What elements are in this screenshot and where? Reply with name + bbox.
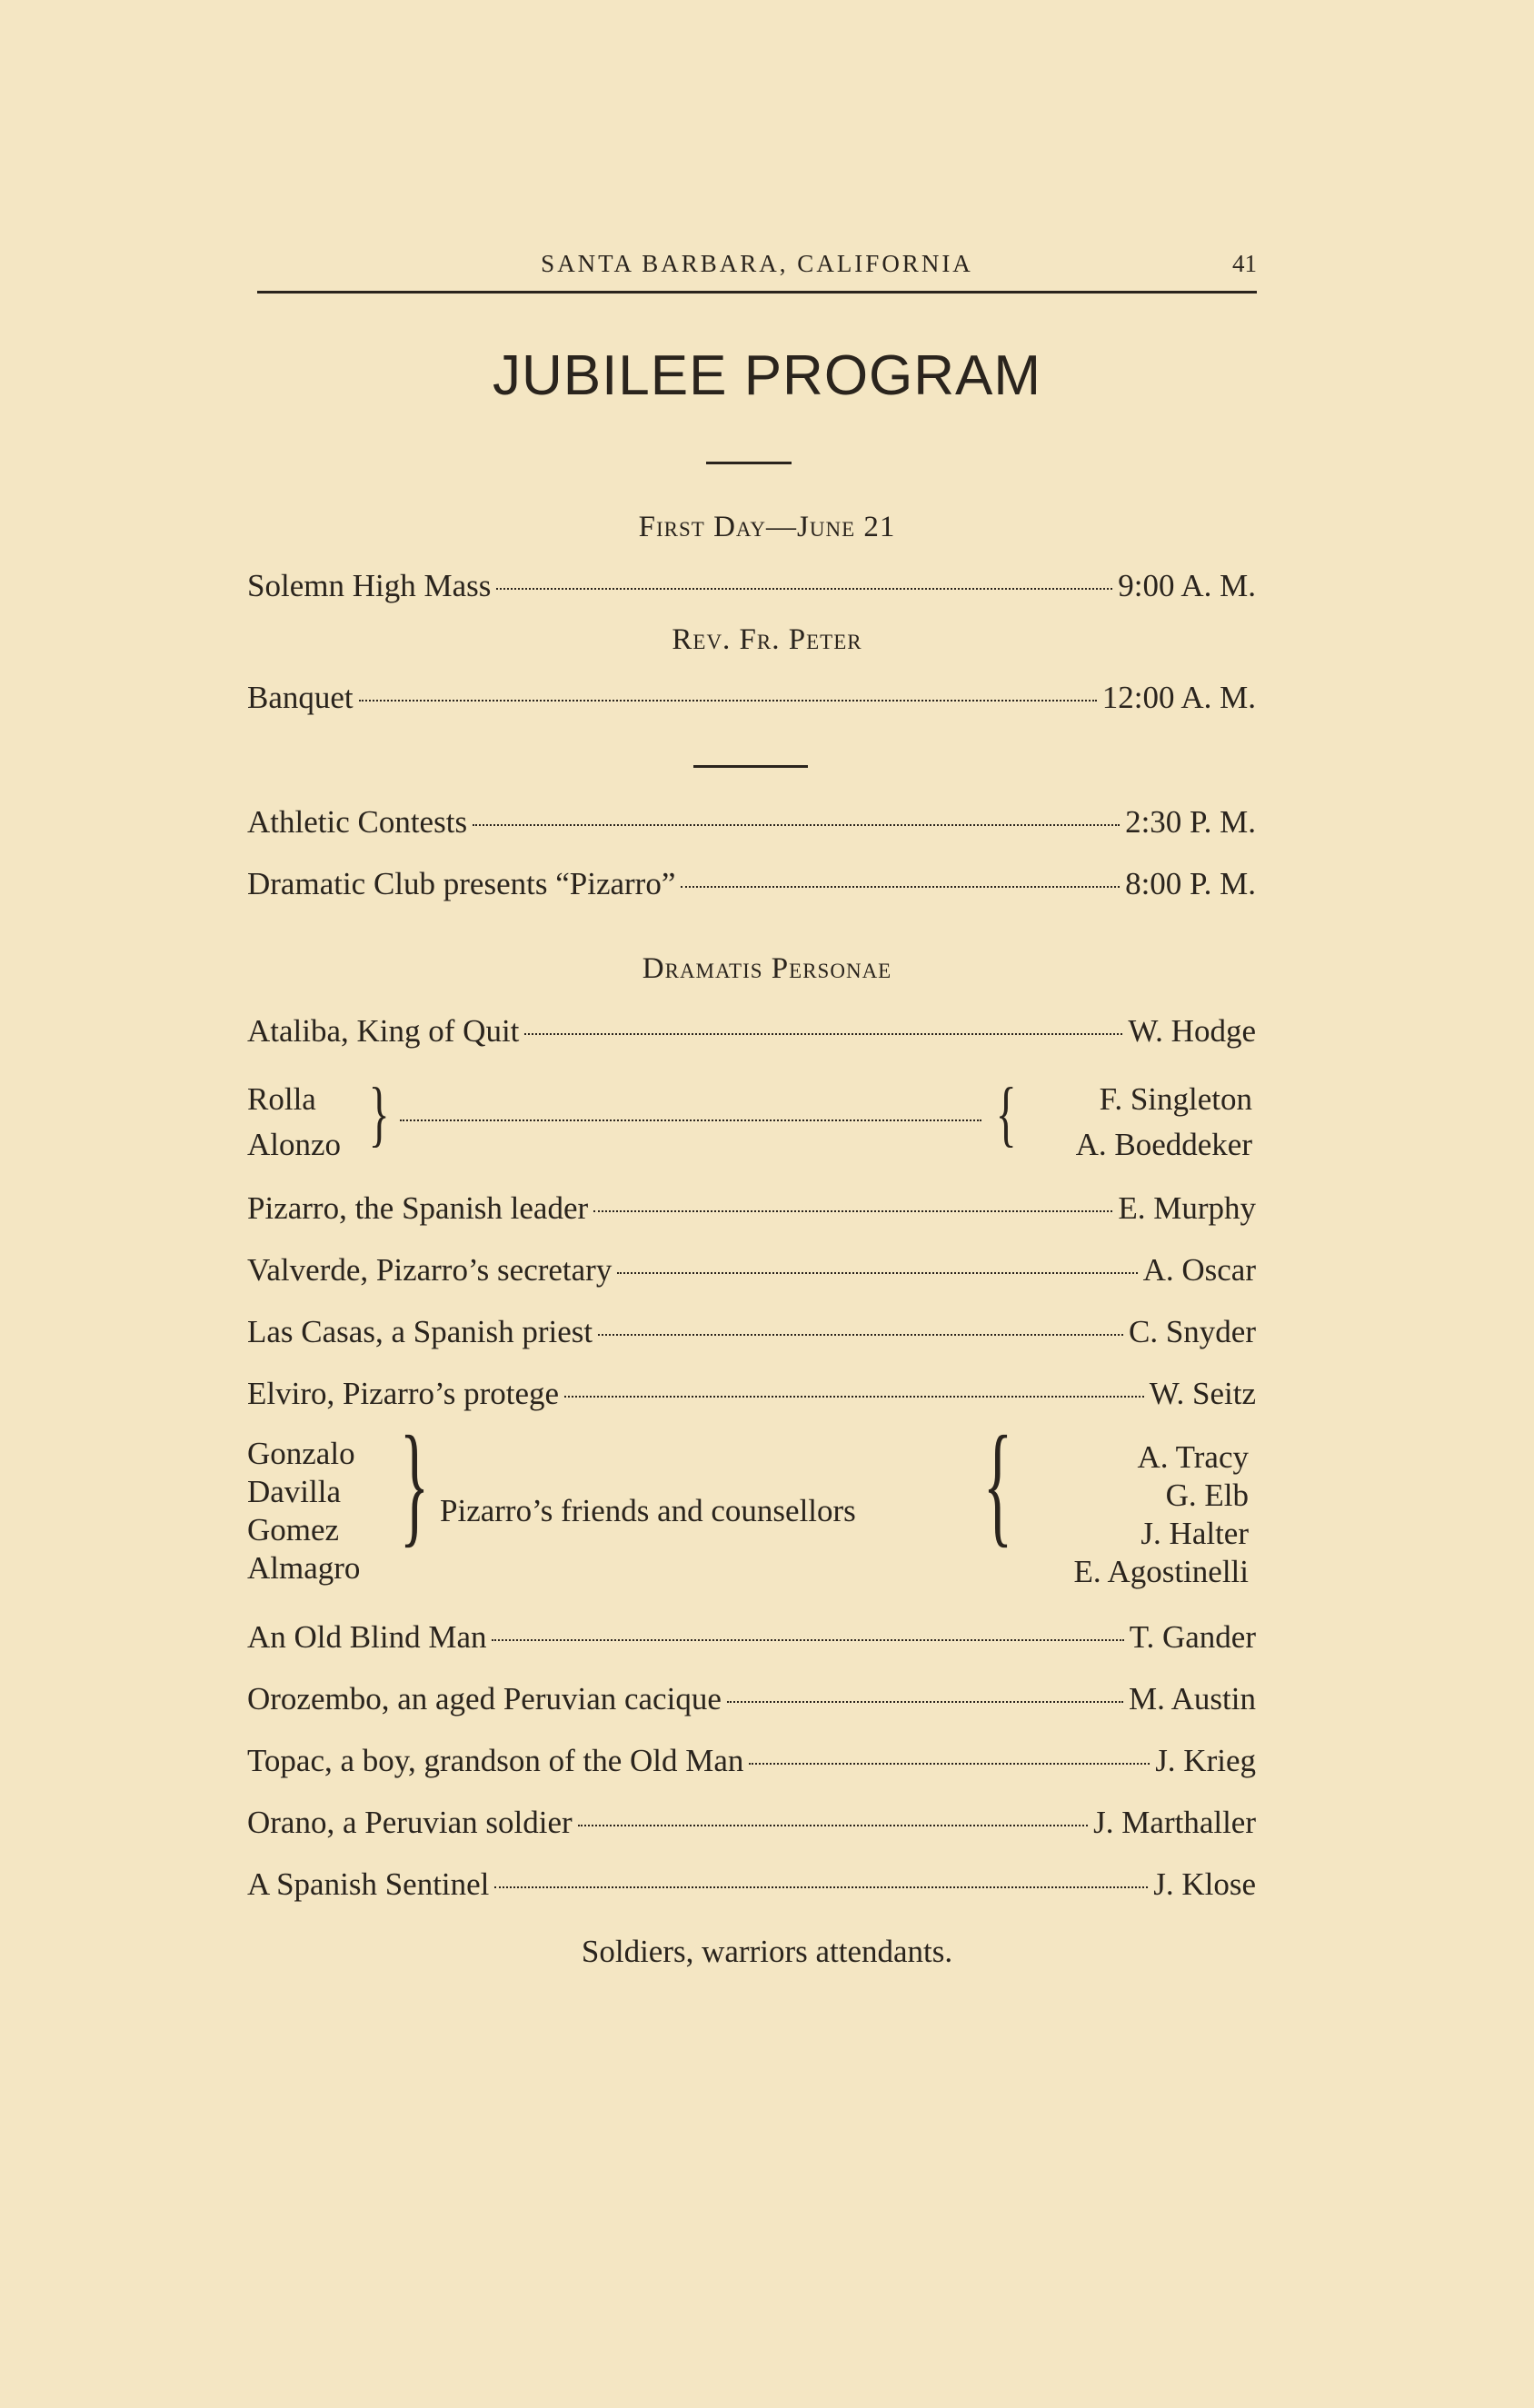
page-number: 41: [1232, 250, 1257, 277]
role: Ataliba, King of Quit: [247, 1013, 520, 1049]
actor: E. Murphy: [1118, 1190, 1256, 1226]
mass-label: Solemn High Mass: [247, 568, 492, 603]
leader-dots: [578, 1825, 1088, 1826]
cast-row: [247, 1743, 1256, 1785]
banquet-time: 12:00 A. M.: [1101, 680, 1256, 715]
leader-dots: [681, 886, 1120, 888]
actor: M. Austin: [1128, 1681, 1256, 1716]
cast-row: [247, 1190, 1256, 1232]
leader-dots: [749, 1763, 1150, 1765]
actor: W. Hodge: [1128, 1013, 1256, 1049]
page-title: JUBILEE PROGRAM: [492, 344, 1042, 407]
cast-row: [247, 1376, 1256, 1418]
leader-dots: [524, 1033, 1122, 1035]
dramatic-time: 8:00 P. M.: [1125, 866, 1256, 901]
role: An Old Blind Man: [247, 1619, 487, 1655]
actor: C. Snyder: [1129, 1314, 1256, 1349]
header-rule: [257, 291, 1257, 294]
celebrant: Rev. Fr. Peter: [672, 623, 862, 656]
mass-time: 9:00 A. M.: [1118, 568, 1256, 603]
leader-dots: [359, 700, 1097, 702]
first-day-heading: First Day—June 21: [638, 511, 896, 543]
leader-dots: [473, 824, 1120, 826]
dramatic-label: Dramatic Club presents “Pizarro”: [247, 866, 676, 901]
leader-dots: [494, 1886, 1148, 1888]
actor: W. Seitz: [1149, 1376, 1256, 1411]
actor: T. Gander: [1129, 1619, 1256, 1655]
role: Almagro: [247, 1550, 361, 1586]
schedule-row-dramatic: [247, 866, 1256, 908]
role: Topac, a boy, grandson of the Old Man: [247, 1743, 744, 1778]
schedule-row-banquet: [247, 680, 1256, 721]
role: A Spanish Sentinel: [247, 1866, 490, 1902]
dramatis-heading: Dramatis Personae: [642, 952, 892, 985]
right-brace: }: [399, 1408, 430, 1559]
banquet-label: Banquet: [247, 680, 354, 715]
role: Davilla: [247, 1474, 342, 1509]
cast-row: [247, 1314, 1256, 1356]
actor: J. Halter: [1141, 1516, 1249, 1551]
role: Elviro, Pizarro’s protege: [247, 1376, 560, 1411]
actor: A. Oscar: [1142, 1252, 1256, 1288]
actor: E. Agostinelli: [1073, 1554, 1249, 1589]
cast-row: [247, 1866, 1256, 1908]
friends-description: Pizarro’s friends and counsellors: [440, 1493, 856, 1528]
role: Alonzo: [247, 1127, 342, 1162]
left-brace: {: [982, 1408, 1013, 1559]
leader-dots: [400, 1119, 981, 1121]
schedule-row-athletic: [247, 804, 1256, 846]
cast-row: [247, 1252, 1256, 1294]
role: Orano, a Peruvian soldier: [247, 1805, 573, 1840]
schedule-row-mass: [247, 568, 1256, 610]
actor: J. Marthaller: [1093, 1805, 1256, 1840]
role: Valverde, Pizarro’s secretary: [247, 1252, 613, 1288]
actor: J. Krieg: [1155, 1743, 1256, 1778]
actor: G. Elb: [1165, 1478, 1249, 1513]
actor: F. Singleton: [1099, 1081, 1252, 1117]
cast-row: [247, 1619, 1256, 1661]
right-brace: }: [368, 1074, 390, 1154]
header-title: SANTA BARBARA, CALIFORNIA: [541, 250, 973, 277]
athletic-label: Athletic Contests: [247, 804, 468, 840]
role: Pizarro, the Spanish leader: [247, 1190, 589, 1226]
leader-dots: [492, 1639, 1123, 1641]
leader-dots: [727, 1701, 1123, 1703]
leader-dots: [617, 1272, 1137, 1274]
athletic-time: 2:30 P. M.: [1125, 804, 1256, 840]
cast-row: [247, 1805, 1256, 1846]
role: Orozembo, an aged Peruvian cacique: [247, 1681, 722, 1716]
role: Las Casas, a Spanish priest: [247, 1314, 593, 1349]
leader-dots: [598, 1334, 1123, 1336]
cast-row: [247, 1681, 1256, 1723]
cast-row: [247, 1013, 1256, 1055]
role: Gonzalo: [247, 1436, 355, 1471]
cast-footnote: Soldiers, warriors attendants.: [581, 1934, 953, 1969]
role: Rolla: [247, 1081, 316, 1117]
leader-dots: [564, 1396, 1144, 1398]
role: Gomez: [247, 1512, 340, 1547]
actor: A. Tracy: [1137, 1439, 1249, 1475]
leader-dots: [593, 1210, 1112, 1212]
leader-dots: [496, 588, 1112, 590]
actor: J. Klose: [1153, 1866, 1256, 1902]
running-header: [257, 250, 1257, 277]
left-brace: {: [995, 1074, 1017, 1154]
title-divider: [706, 462, 792, 464]
actor: A. Boeddeker: [1075, 1127, 1252, 1162]
section-divider: [693, 765, 808, 768]
